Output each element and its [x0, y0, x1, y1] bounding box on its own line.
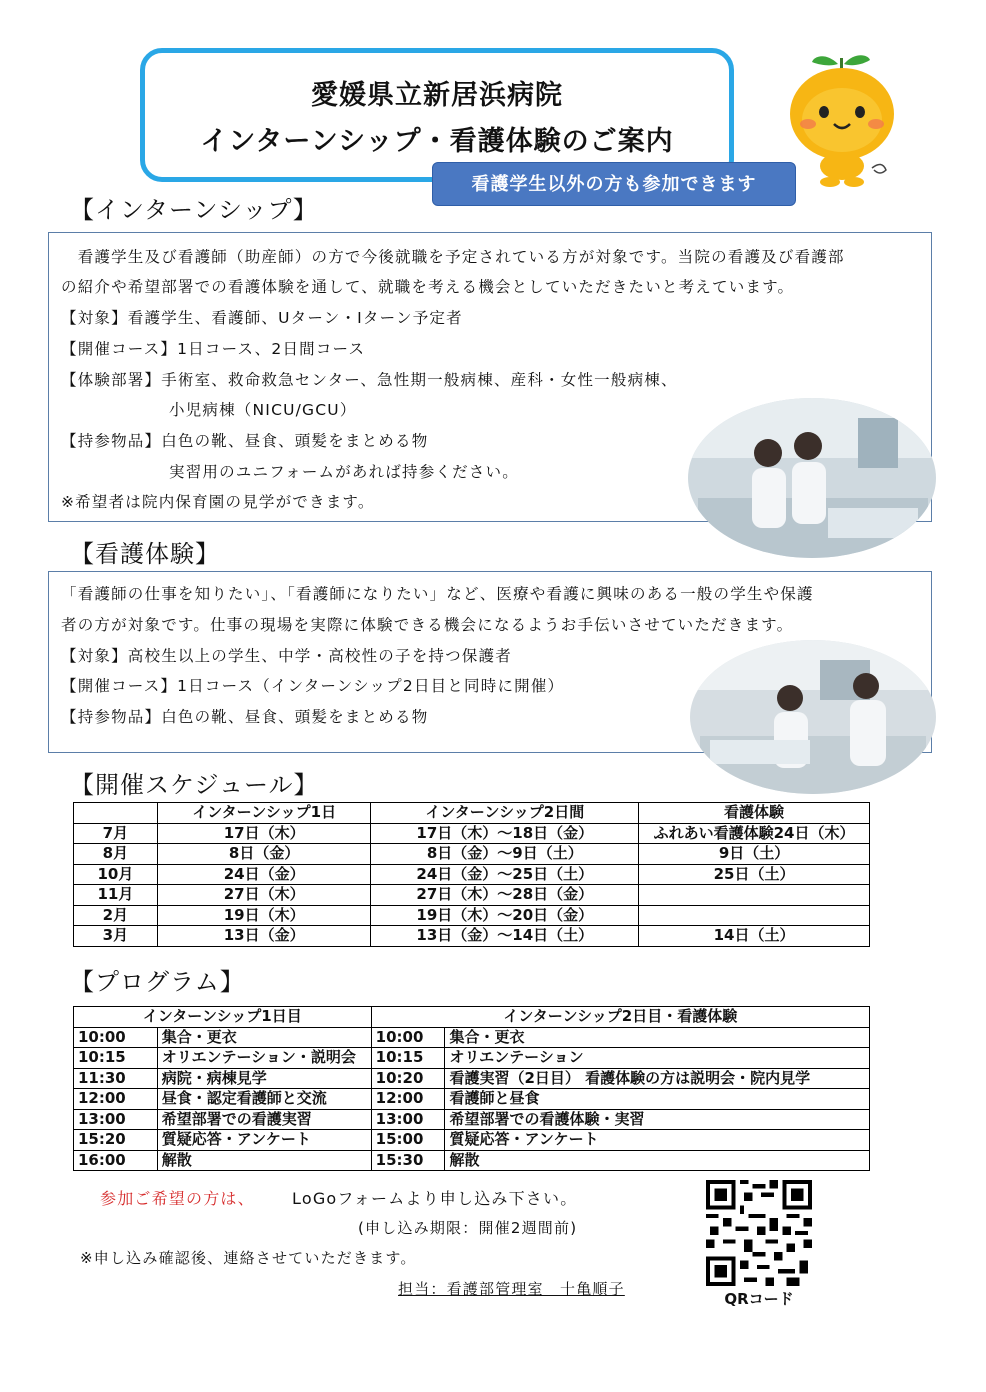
- month-cell: 3月: [74, 926, 158, 947]
- program-header-day2: インターンシップ2日目・看護体験: [371, 1007, 869, 1028]
- program-table: [73, 1006, 870, 1171]
- table-row: [74, 864, 870, 885]
- table-row: [74, 926, 870, 947]
- table-cell: 8日（金）～9日（土）: [371, 844, 639, 865]
- program-item: 集合・更衣: [445, 1027, 870, 1048]
- table-cell: 27日（木）～28日（金）: [371, 885, 639, 906]
- time-cell: 11:30: [74, 1068, 158, 1089]
- table-cell: 14日（土）: [639, 926, 870, 947]
- apply-deadline: (申し込み期限：開催2週間前): [358, 1219, 578, 1237]
- table-cell: ふれあい看護体験24日（木）: [639, 823, 870, 844]
- nursing-intro-2: 者の方が対象です。仕事の現場を実際に体験できる機会になるようお手伝いさせていただきます。: [61, 616, 794, 634]
- table-row: [74, 885, 870, 906]
- table-row: [74, 1150, 870, 1171]
- page-title: インターンシップ・看護体験のご案内: [200, 126, 674, 157]
- time-cell: 15:00: [371, 1130, 445, 1151]
- table-cell: [639, 885, 870, 906]
- schedule-header-internship1: インターンシップ1日: [157, 803, 371, 824]
- apply-instruction: LoGoフォームより申し込み下さい。: [292, 1189, 578, 1208]
- contact-person: 担当：看護部管理室 十亀順子: [398, 1280, 625, 1298]
- program-header-row: [74, 1007, 870, 1028]
- time-cell: 15:30: [371, 1150, 445, 1171]
- time-cell: 15:20: [74, 1130, 158, 1151]
- table-row: [74, 1109, 870, 1130]
- table-cell: 19日（木）～20日（金）: [371, 905, 639, 926]
- internship-intro-1: 看護学生及び看護師（助産師）の方で今後就職を予定されている方が対象です。当院の看護及び看護部: [61, 248, 845, 266]
- internship-course: 【開催コース】1日コース、2日間コース: [61, 340, 366, 358]
- table-cell: 8日（金）: [157, 844, 371, 865]
- schedule-header-nursing: 看護体験: [639, 803, 870, 824]
- orange-mascot-icon: [786, 50, 898, 190]
- table-row: [74, 844, 870, 865]
- program-item: 昼食・認定看護師と交流: [157, 1089, 371, 1110]
- table-row: [74, 823, 870, 844]
- program-item: オリエンテーション・説明会: [157, 1048, 371, 1069]
- internship-photo: [688, 398, 936, 558]
- table-row: [74, 1130, 870, 1151]
- internship-heading: 【インターンシップ】: [70, 196, 318, 224]
- time-cell: 10:20: [371, 1068, 445, 1089]
- program-item: 解散: [445, 1150, 870, 1171]
- table-row: [74, 1068, 870, 1089]
- table-cell: 27日（木）: [157, 885, 371, 906]
- month-cell: 8月: [74, 844, 158, 865]
- time-cell: 13:00: [74, 1109, 158, 1130]
- program-item: 質疑応答・アンケート: [445, 1130, 870, 1151]
- table-row: [74, 1089, 870, 1110]
- schedule-header-internship2: インターンシップ2日間: [371, 803, 639, 824]
- month-cell: 7月: [74, 823, 158, 844]
- table-cell: [639, 905, 870, 926]
- hospital-name: 愛媛県立新居浜病院: [311, 80, 563, 111]
- nursing-photo: [690, 640, 936, 794]
- internship-items-1: 【持参物品】白色の靴、昼食、頭髪をまとめる物: [61, 432, 429, 450]
- internship-dept-2: 小児病棟（NICU/GCU）: [169, 401, 357, 419]
- program-item: 看護実習（2日目） 看護体験の方は説明会・院内見学: [445, 1068, 870, 1089]
- internship-items-2: 実習用のユニフォームがあれば持参ください。: [169, 463, 519, 481]
- time-cell: 10:00: [371, 1027, 445, 1048]
- table-cell: 25日（土）: [639, 864, 870, 885]
- schedule-table: [73, 802, 870, 947]
- internship-note: ※希望者は院内保育園の見学ができます。: [61, 493, 375, 511]
- month-cell: 10月: [74, 864, 158, 885]
- program-item: オリエンテーション: [445, 1048, 870, 1069]
- table-row: [74, 1027, 870, 1048]
- month-cell: 2月: [74, 905, 158, 926]
- program-header-day1: インターンシップ1日目: [74, 1007, 372, 1028]
- table-cell: 17日（木）: [157, 823, 371, 844]
- table-cell: 17日（木）～18日（金）: [371, 823, 639, 844]
- nursing-course: 【開催コース】1日コース（インターンシップ2日目と同時に開催）: [61, 677, 565, 695]
- time-cell: 10:15: [371, 1048, 445, 1069]
- eligibility-badge: 看護学生以外の方も参加できます: [432, 162, 796, 206]
- time-cell: 16:00: [74, 1150, 158, 1171]
- table-cell: 24日（金）～25日（土）: [371, 864, 639, 885]
- schedule-header-row: [74, 803, 870, 824]
- apply-intro: 参加ご希望の方は、: [100, 1189, 255, 1208]
- qr-code-icon[interactable]: [706, 1180, 812, 1286]
- program-item: 病院・病棟見学: [157, 1068, 371, 1089]
- time-cell: 13:00: [371, 1109, 445, 1130]
- program-item: 希望部署での看護実習: [157, 1109, 371, 1130]
- program-item: 質疑応答・アンケート: [157, 1130, 371, 1151]
- month-cell: 11月: [74, 885, 158, 906]
- schedule-heading: 【開催スケジュール】: [70, 771, 319, 799]
- internship-target: 【対象】看護学生、看護師、Uターン・Iターン予定者: [61, 309, 463, 327]
- nursing-items: 【持参物品】白色の靴、昼食、頭髪をまとめる物: [61, 708, 429, 726]
- table-cell: 24日（金）: [157, 864, 371, 885]
- table-cell: 13日（金）～14日（土）: [371, 926, 639, 947]
- time-cell: 10:15: [74, 1048, 158, 1069]
- program-item: 解散: [157, 1150, 371, 1171]
- schedule-header-blank: [74, 803, 158, 824]
- internship-dept-1: 【体験部署】手術室、救命救急センター、急性期一般病棟、産科・女性一般病棟、: [61, 371, 678, 389]
- program-heading: 【プログラム】: [70, 968, 245, 996]
- table-cell: 13日（金）: [157, 926, 371, 947]
- time-cell: 12:00: [371, 1089, 445, 1110]
- program-item: 集合・更衣: [157, 1027, 371, 1048]
- table-row: [74, 905, 870, 926]
- table-cell: 19日（木）: [157, 905, 371, 926]
- qr-label: QRコード: [724, 1290, 794, 1308]
- time-cell: 10:00: [74, 1027, 158, 1048]
- nursing-heading: 【看護体験】: [70, 540, 220, 568]
- table-cell: 9日（土）: [639, 844, 870, 865]
- program-item: 看護師と昼食: [445, 1089, 870, 1110]
- table-row: [74, 1048, 870, 1069]
- nursing-intro-1: 「看護師の仕事を知りたい」、「看護師になりたい」など、医療や看護に興味のある一般の学生や保護: [61, 585, 814, 603]
- confirm-note: ※申し込み確認後、連絡させていただきます。: [80, 1249, 417, 1267]
- internship-intro-2: の紹介や希望部署での看護体験を通して、就職を考える機会としていただきたいと考えています。: [61, 278, 795, 296]
- nursing-target: 【対象】高校生以上の学生、中学・高校性の子を持つ保護者: [61, 647, 512, 665]
- program-item: 希望部署での看護体験・実習: [445, 1109, 870, 1130]
- time-cell: 12:00: [74, 1089, 158, 1110]
